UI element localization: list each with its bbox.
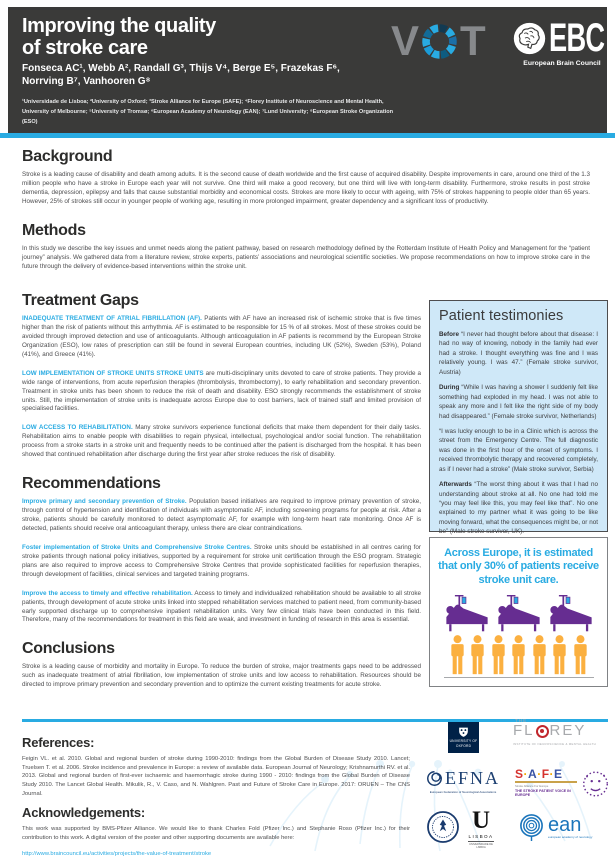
- treatment-gap-lead: INADEQUATE TREATMENT OF ATRIAL FIBRILLATION (AF).: [22, 315, 202, 322]
- efna-wordmark: EFNA: [444, 768, 500, 788]
- safe-wordmark: [515, 768, 577, 780]
- ean-logo: [518, 813, 592, 842]
- infographic-headline: Across Europe, it is estimated that only 30% of patients receive stroke unit care.: [438, 547, 599, 586]
- vot-ring-icon: [421, 23, 458, 60]
- recommendation-text: Stroke units should be established in all centres caring for stroke patients through national policy initiatives, supported by a requirement for stroke unit certification through the ESO program. Strategic plans are also required to improve access to Comprehensive Stroke Centres that provide sophisticated facilities for reperfusion therapies, through development of facilities, clinical services and targeted training programs.: [22, 543, 421, 578]
- recommendation-lead: Improve primary and secondary prevention of Stroke.: [22, 498, 187, 506]
- conclusions-heading: Conclusions: [22, 640, 115, 658]
- lisboa-subtitle: UNIVERSIDADE DE LISBOA: [469, 842, 493, 849]
- safe-subtitle: Stroke Alliance For Europe: [515, 783, 549, 788]
- treatment-gap-text: Many stroke survivors experience functional deficits that make them dependent for their daily tasks. Rehabilitation aims to enable people with disabilities to regain physical, intellectual, psychological and/or social function. The rehabilitation process from a stroke starts in a stroke unit and frequently needs to be continued after the patient is discharged from the hospital. It has been showed that continued rehabilitation after discharge during the first year after stroke reduces the risk of disability.: [22, 424, 422, 459]
- infographic-baseline: [444, 677, 594, 678]
- testimony-text: “While I was having a shower I suddenly felt like something had exploded in my head. I was not able to speak any more and I felt like the right side of my body had disappeared.” (Female stroke survivor, Netherlands): [439, 384, 598, 420]
- oxford-logo-text: UNIVERSITY OF OXFORD: [449, 739, 478, 748]
- oxford-university-logo: [448, 722, 479, 753]
- treatment-gap-text: Patients with AF have an increased risk of ischemic stroke that is five times higher than the risk of patients without this arrhythmia. AF is estimated to be responsible for 15 % of all strokes. Most of these strokes could be avoided through improved detection and use of anticoagulants. Although anticoagulation in AF patients is recommend by the European Stroke Organization (ESO), low rates of prescription can still be found in several European countries, including UK (52%), Sweden (53%), Poland (41%), and Greece (41%).: [22, 315, 422, 358]
- oxford-crest-icon: [457, 727, 470, 738]
- florey-institute-logo: [513, 718, 597, 746]
- recommendation-text: Population based initiatives are required to improve primary prevention of stroke, through control of hypertension and identification of individuals with asymptomatic AF, including screening programs for people at risk. After a stroke, patients should be carefully monitored to detect asymptomatic AF, for example with long-term heart rate monitoring. Once AF is detected, patients should receive oral anticoagulant therapy, unless there are clear contraindications.: [22, 498, 421, 532]
- lisboa-university-logo: [468, 808, 494, 849]
- ean-wordmark: ean: [548, 814, 582, 836]
- florey-subtitle: INSTITUTE OF NEUROSCIENCE & MENTAL HEALTH: [513, 741, 597, 746]
- recommendation-text: Access to timely and individualized rehabilitation should be available to all stroke patients, through development of acute stroke units linked into stepped rehabilitation services matched to patient need, from community-based early supported discharge up to comprehensive inpatient rehabilitation units. Very few clinical trials have been conducted in this field. Therefore, many of the recommendations for treatment in this field are weak, and investment in funding of research in this area is essential.: [22, 589, 421, 624]
- treatment-gap-paragraph: [22, 370, 421, 415]
- poster-title-line2: of stroke care: [22, 37, 148, 60]
- recommendation-paragraph: [22, 498, 421, 534]
- person-icon: [449, 635, 466, 675]
- treatment-gap-paragraph: [22, 424, 421, 460]
- ebc-wordmark: EBC: [549, 16, 605, 60]
- testimony-item: [439, 480, 598, 537]
- testimony-text: “I never had thought before about that disease: I had no way of knowing, nobody in the family had ever had a stroke. I thought everything was fine and I was relatively young. I was 47.” (Female stroke survivor, Austria): [439, 331, 598, 376]
- references-heading: References:: [22, 735, 95, 750]
- acknowledgements-section: [22, 805, 410, 860]
- florey-name-left: FL: [513, 722, 535, 739]
- accent-stripe: [0, 133, 615, 138]
- acknowledgements-heading: Acknowledgements:: [22, 805, 146, 820]
- hospital-bed-icon: [444, 595, 490, 632]
- background-heading: Background: [22, 148, 113, 165]
- testimony-label: Afterwards: [439, 481, 472, 489]
- authors-line1: Fonseca AC¹, Webb A², Randall G³, Thijs V⁴, Berge E⁵, Frazekas F⁶,: [22, 63, 340, 74]
- safe-logo: [515, 768, 610, 800]
- treatment-gap-lead: LOW ACCESS TO REHABILITATION.: [22, 424, 133, 432]
- tromso-university-seal-logo: [427, 811, 459, 843]
- references-section: [22, 735, 410, 798]
- acknowledgements-body: This work was supported by BMS-Pfizer Alliance. We would like to thank Charles Fold (Pfizer Inc.) and Stephanie Roso (Pfizer Inc.) for their contribution to this work. A digital version of the poster and other supporting documents are available here:: [22, 826, 410, 841]
- person-icon: [551, 635, 568, 675]
- vot-letter-v: V: [391, 17, 420, 64]
- recommendations-heading: Recommendations: [22, 475, 161, 493]
- hospital-bed-icon: [496, 595, 542, 632]
- treatment-gap-lead: LOW IMPLEMENTATION OF STROKE UNITS STROKE UNITS: [22, 369, 204, 377]
- person-icon: [572, 635, 589, 675]
- person-icon: [510, 635, 527, 675]
- lisboa-wordmark: LISBOA: [468, 834, 494, 839]
- affiliations-text: ¹Universidade de Lisboa; ²University of Oxford; ³Stroke Alliance for Europe (SAFE); ⁴Florey Institute of Neuroscience and Mental Health, University of Melbourne; ⁵University of Tromsø; ⁶European Academy of Neurology (EAN); ⁷Lund University; ⁸European Stroke Organization (ESO): [22, 99, 394, 125]
- ean-labyrinth-icon: [518, 813, 545, 842]
- person-icon: [469, 635, 486, 675]
- main-left-column: [22, 292, 421, 700]
- poster-url-link[interactable]: http://www.braincouncil.eu/activities/projects/the-value-of-treatment/stroke: [22, 851, 212, 858]
- recommendation-lead: Foster implementation of Stroke Units and Comprehensive Stroke Centres.: [22, 543, 252, 551]
- person-icon: [490, 635, 507, 675]
- stroke-unit-infographic-box: [429, 537, 608, 687]
- testimony-label: During: [439, 384, 460, 392]
- testimony-item: [439, 383, 598, 421]
- recommendation-paragraph: [22, 590, 421, 626]
- ebc-logo: [513, 18, 613, 67]
- authors-list: [22, 62, 340, 88]
- lisboa-u-mark: U: [471, 807, 491, 834]
- testimony-item: [439, 330, 598, 377]
- testimony-item: [439, 427, 598, 474]
- safe-letter: S ·: [515, 767, 528, 781]
- background-body: Stroke is a leading cause of disability and death among adults. It is the second cause of death worldwide and the first cause of acquired disability. Despite improvements in care, around one third of the 1.3 million people who have a stroke in Europe each year will not survive. One third will make a good recovery, but one third will live with long-term disability. Furthermore, stroke results in post stroke dementia, depression, epilepsy and falls that cause substantial morbidity and economical costs. Strokes are more likely to occur with ageing, with 75% of strokes happening to people older than 65 years. However, 25% of strokes still occur in younger people of working age, resulting in more prolonged impairment, greater dependency and a significant loss of productivity.: [22, 171, 590, 205]
- florey-name-right: REY: [549, 722, 587, 739]
- treatment-gaps-heading: Treatment Gaps: [22, 292, 139, 309]
- vot-letter-t: T: [460, 17, 486, 64]
- ean-subtitle: european academy of neurology: [548, 835, 593, 839]
- person-icon: [531, 635, 548, 675]
- ebc-subtitle: European Brain Council: [523, 60, 601, 67]
- patient-testimonies-heading: Patient testimonies: [439, 308, 564, 324]
- safe-letter: F ·: [542, 767, 554, 781]
- treatment-gap-text: are multi-disciplinary units devoted to care of stroke patients. They provide a wide range of interventions, from acute reperfusion therapies (thrombolysis, thrombectomy), to early rehabilitation and secondary prevention. Treatment in stroke units has been shown to reduce the risk of death and disability. ESO strongly recommends the establishment of stroke units. Still, the implementation of stroke units is inadequate across Europe due to cost barriers, lack of trained staff and limited provision of specialised facilities.: [22, 369, 421, 413]
- recommendation-lead: Improve the access to timely and effective rehabilitation.: [22, 589, 193, 597]
- poster-title: [22, 15, 216, 60]
- poster-title-line1: Improving the quality: [22, 15, 216, 37]
- patient-testimonies-box: [429, 300, 608, 536]
- recommendation-paragraph: [22, 544, 421, 580]
- hospital-bed-icon: [548, 595, 594, 632]
- safe-letter: E: [554, 767, 563, 781]
- treatment-gap-paragraph: [22, 315, 421, 360]
- testimony-text: “The worst thing about it was that I had no understanding about stroke at all. No one had told me “you may feel like this, you may feel like that”. No one explained to my partner what it was going to be like moving forward, what the consequences might be, or not be” (Male stroke survivor, UK).: [439, 481, 599, 536]
- brain-icon: [513, 22, 546, 55]
- vot-logo: [391, 17, 486, 64]
- florey-target-icon: [536, 725, 549, 738]
- testimony-label: Before: [439, 331, 459, 338]
- testimony-text: “I was lucky enough to be in a Clinic which is across the street from the Emergency Centre. The full diagnostic was done in the first hour of the onset of symptoms. I received thrombolytic therapy and recovered completely, as if I never had a stroke” (Male stroke survivor, Serbia): [439, 427, 598, 473]
- efna-subtitle: European Federation of Neurological Associations: [429, 790, 497, 794]
- references-body: Feigin VL. et al. 2010. Global and regional burden of stroke during 1990-2010: findings from the Global Burden of Disease Study 2010. Lancet; Truelsen T. et al. 2006. Stroke incidence and prevalence in Europe: a review of available data. European Journal of Neurology; Krishnamurthi RV. et al. 2013. Global and regional burden of first-ever ischaemic and haemorrhagic stroke during 1990 - 2010: findings from the Global Burden of Disease Study 2010. The Lancet Global Health. Mikulik, R., V. Caso, and N. Wahlgren. Past and Future of Stroke Care in Europe. 2017: ORUEN – The CNS Journal.: [22, 756, 410, 797]
- efna-logo: [426, 768, 500, 794]
- methods-heading: Methods: [22, 221, 86, 239]
- poster-header: [8, 7, 607, 133]
- conclusions-body: Stroke is a leading cause of morbidity and mortality in Europe. To reduce the burden of stroke, major treatments gaps need to be addressed such as inadequate treatment of atrial fibrillation, low implementation of stroke units and low access to rehabilitation. Resources should be directed to improve primary prevention and secondary prevention and to optimize the current existing treatments for acute stroke.: [22, 663, 421, 689]
- authors-line2: Norrving B⁷, Vanhooren G⁸: [22, 76, 151, 87]
- methods-body: In this study we describe the key issues and unmet needs along the patient pathway, based on research methodology defined by the Rotterdam Institute of Health Policy and Management for the “patient journey” analysis. We gathered data from a literature review, stroke experts, patients’ associations and neurological scientific societies. We propose recommendations on how to improve stroke care in the future through the delivery of evidence-based interventions within the stroke unit.: [22, 244, 590, 270]
- safe-tagline: THE STROKE PATIENT VOICE IN EUROPE: [515, 788, 571, 797]
- florey-wordmark: [513, 723, 597, 740]
- efna-spiral-icon: [426, 768, 443, 789]
- tromso-seal-icon: [427, 811, 459, 843]
- safe-letter: A ·: [528, 767, 542, 781]
- stroke-unit-beds-row: [437, 595, 600, 632]
- main-full-column: [22, 148, 590, 282]
- safe-face-icon: [581, 768, 610, 800]
- florey-the-text: THE: [515, 718, 528, 723]
- patients-row: [437, 635, 600, 675]
- safe-underline: [515, 781, 577, 783]
